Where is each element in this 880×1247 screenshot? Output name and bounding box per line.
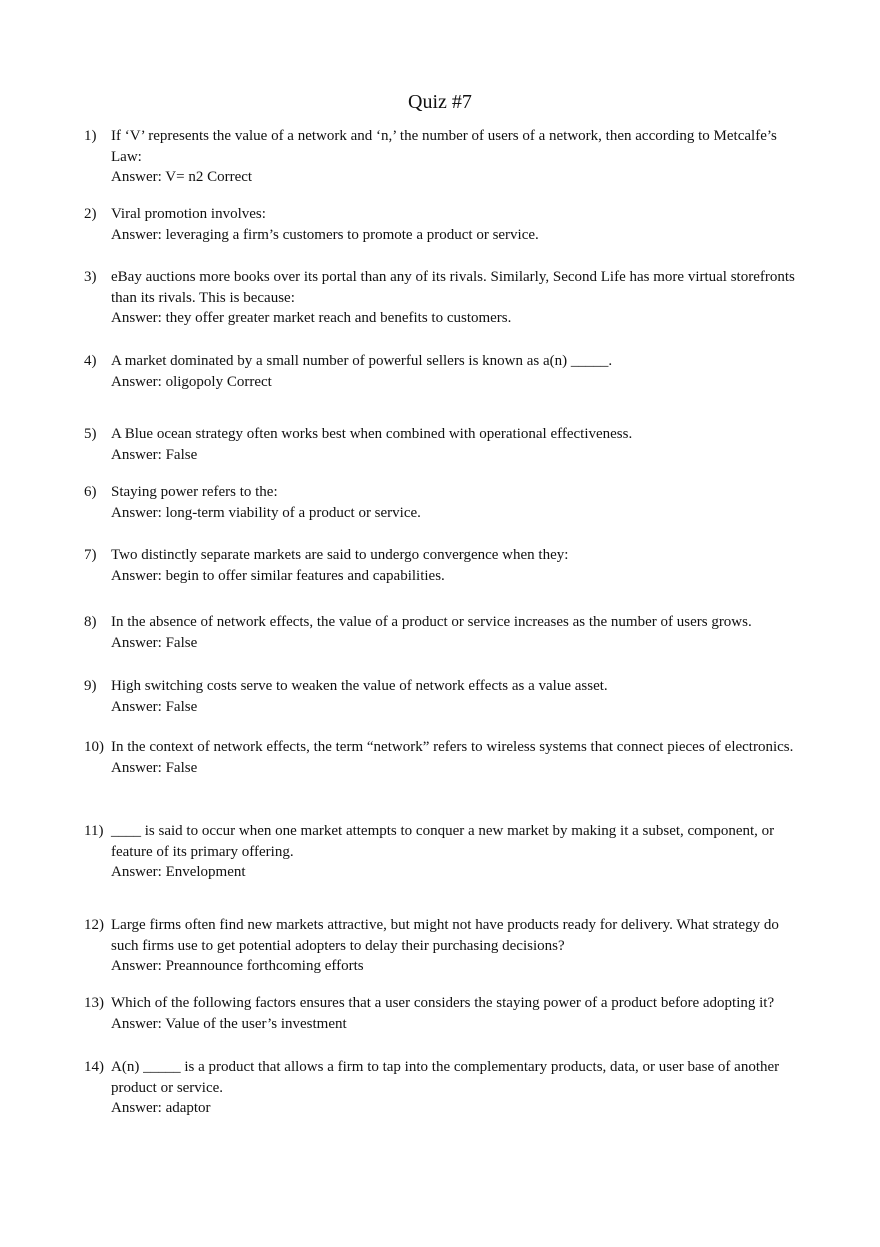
question-answer: Answer: oligopoly Correct (111, 373, 272, 390)
question-number: 3) (84, 269, 97, 285)
question-2 (84, 204, 804, 245)
question-number: 5) (84, 426, 97, 442)
question-answer: Answer: False (111, 446, 198, 463)
question-number: 1) (84, 128, 97, 144)
question-7 (84, 545, 804, 586)
question-text: Two distinctly separate markets are said to undergo convergence when they: (111, 547, 569, 563)
question-answer: Answer: False (111, 759, 198, 776)
question-answer: Answer: False (111, 698, 198, 715)
question-text: High switching costs serve to weaken the value of network effects as a value asset. (111, 678, 608, 694)
question-8 (84, 612, 804, 653)
question-text: Staying power refers to the: (111, 484, 278, 500)
question-text: A market dominated by a small number of powerful sellers is known as a(n) _____. (111, 353, 613, 369)
question-14 (84, 1057, 804, 1119)
page-title: Quiz #7 (408, 91, 472, 113)
question-text: ____ is said to occur when one market attempts to conquer a new market by making it a subset, component, or feature of its primary offering. (111, 823, 775, 860)
question-1 (84, 126, 804, 188)
question-answer: Answer: V= n2 Correct (111, 169, 253, 185)
question-number: 10) (84, 739, 104, 755)
question-answer: Answer: Preannounce forthcoming efforts (111, 958, 364, 974)
question-text: If ‘V’ represents the value of a network and ‘n,’ the number of users of a network, then according to Metcalfe’s Law: (111, 128, 777, 165)
question-number: 6) (84, 484, 97, 500)
question-5 (84, 424, 804, 465)
question-number: 8) (84, 614, 97, 630)
question-text: In the absence of network effects, the value of a product or service increases as the number of users grows. (111, 614, 752, 630)
question-13 (84, 993, 804, 1034)
question-number: 14) (84, 1059, 104, 1075)
question-text: Large firms often find new markets attractive, but might not have products ready for delivery. What strategy do such firms use to get potential adopters to delay their purchasing decisions? (111, 917, 779, 954)
question-11 (84, 821, 804, 883)
question-answer: Answer: they offer greater market reach and benefits to customers. (111, 310, 512, 326)
question-text: Viral promotion involves: (111, 206, 266, 222)
question-answer: Answer: begin to offer similar features and capabilities. (111, 567, 445, 584)
question-text: Which of the following factors ensures that a user considers the staying power of a product before adopting it? (111, 995, 775, 1011)
question-number: 9) (84, 678, 97, 694)
question-10 (84, 737, 804, 778)
question-6 (84, 482, 804, 523)
question-answer: Answer: leveraging a firm’s customers to promote a product or service. (111, 226, 539, 243)
question-answer: Answer: Envelopment (111, 864, 246, 880)
question-number: 7) (84, 547, 97, 563)
question-number: 12) (84, 917, 104, 933)
question-answer: Answer: adaptor (111, 1100, 211, 1116)
question-4 (84, 351, 804, 392)
question-text: In the context of network effects, the term “network” refers to wireless systems that connect pieces of electronics. (111, 739, 794, 755)
question-text: eBay auctions more books over its portal than any of its rivals. Similarly, Second Life has more virtual storefronts than its rivals. This is because: (111, 269, 795, 306)
question-number: 11) (84, 823, 104, 839)
question-text: A(n) _____ is a product that allows a firm to tap into the complementary products, data, or user base of another product or service. (111, 1059, 780, 1096)
question-answer: Answer: long-term viability of a product or service. (111, 504, 421, 521)
question-9 (84, 676, 804, 717)
question-answer: Answer: False (111, 634, 198, 651)
question-text: A Blue ocean strategy often works best when combined with operational effectiveness. (111, 426, 633, 442)
question-12 (84, 915, 804, 977)
question-number: 13) (84, 995, 104, 1011)
question-number: 2) (84, 206, 97, 222)
question-3 (84, 267, 804, 329)
question-answer: Answer: Value of the user’s investment (111, 1015, 347, 1032)
question-number: 4) (84, 353, 97, 369)
